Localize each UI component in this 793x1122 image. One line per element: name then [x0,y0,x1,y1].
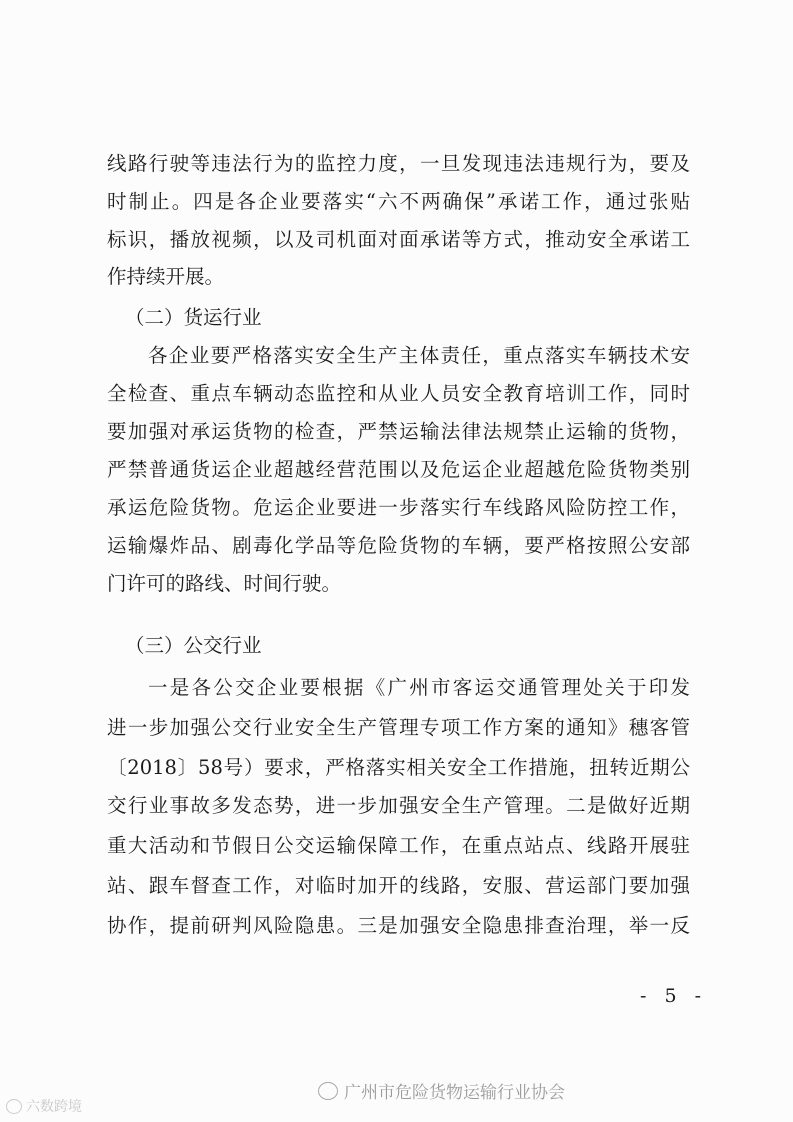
body-line: 进一步加强公交行业安全生产管理专项工作方案的通知》穗客管 [107,716,690,739]
section-heading-freight: （二）货运行业 [125,306,262,329]
body-line: 要加强对承运货物的检查，严禁运输法律法规禁止运输的货物， [107,420,690,443]
page-number: - 5 - [640,985,708,1007]
body-line: 全检查、重点车辆动态监控和从业人员安全教育培训工作，同时 [107,382,690,405]
body-line: 站、跟车督查工作，对临时加开的线路，安服、营运部门要加强 [107,874,690,897]
watermark-org [318,1078,565,1103]
body-line: 一是各公交企业要根据《广州市客运交通管理处关于印发 [148,676,690,699]
body-line: 严禁普通货运企业超越经营范围以及危运企业超越危险货物类别 [107,458,690,481]
wechat-icon [318,1082,338,1100]
watermark-brand-text: 六数跨境 [26,1099,82,1115]
watermark-brand [6,1096,82,1116]
body-line: 时制止。四是各企业要落实“六不两确保”承诺工作，通过张贴 [107,190,690,213]
body-line: 协作，提前研判风险隐患。三是加强安全隐患排查治理，举一反 [107,914,690,937]
body-line: 线路行驶等违法行为的监控力度，一旦发现违法违规行为，要及 [107,152,690,175]
body-line: 承运危险货物。危运企业要进一步落实行车线路风险防控工作， [107,496,690,519]
body-line: 各企业要严格落实安全生产主体责任，重点落实车辆技术安 [148,344,690,367]
body-line: 作持续开展。 [107,265,225,288]
brand-logo-icon [6,1099,22,1114]
body-line: 重大活动和节假日公交运输保障工作，在重点站点、线路开展驻 [107,834,690,857]
body-line: 〔2018〕58号）要求，严格落实相关安全工作措施，扭转近期公 [107,756,690,779]
watermark-org-text: 广州市危险货物运输行业协会 [344,1083,565,1103]
section-heading-bus: （三）公交行业 [125,634,262,657]
body-line: 标识，播放视频，以及司机面对面承诺等方式，推动安全承诺工 [107,228,690,251]
body-line: 运输爆炸品、剧毒化学品等危险货物的车辆，要严格按照公安部 [107,534,690,557]
body-line: 门许可的路线、时间行驶。 [107,572,342,595]
body-line: 交行业事故多发态势，进一步加强安全生产管理。二是做好近期 [107,794,690,817]
